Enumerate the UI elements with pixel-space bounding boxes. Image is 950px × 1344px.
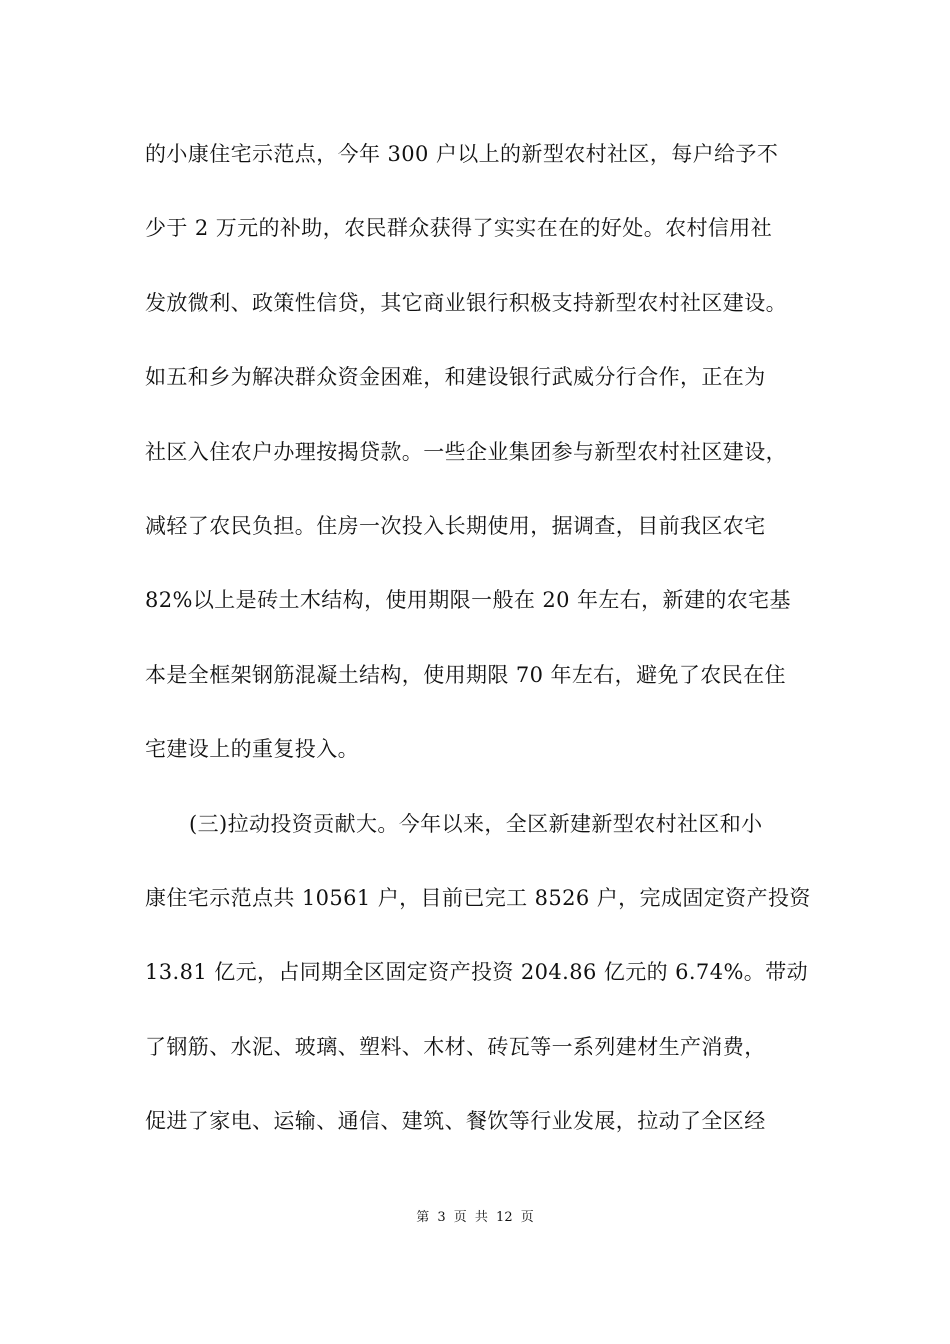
paragraph-line: 减轻了农民负担。住房一次投入长期使用，据调查，目前我区农宅 xyxy=(145,513,766,538)
paragraph-line: 促进了家电、运输、通信、建筑、餐饮等行业发展，拉动了全区经 xyxy=(145,1109,766,1134)
paragraph-line: 82%以上是砖土木结构，使用期限一般在 20 年左右，新建的农宅基 xyxy=(145,588,791,613)
body-text xyxy=(145,129,825,1170)
paragraph-line: 本是全框架钢筋混凝土结构，使用期限 70 年左右，避免了农民在住 xyxy=(145,662,786,687)
page-number-label: 第 3 页 共 12 页 xyxy=(416,1210,534,1225)
paragraph-line: 如五和乡为解决群众资金困难，和建设银行武威分行合作，正在为 xyxy=(145,365,766,390)
paragraph-line: 的小康住宅示范点，今年 300 户以上的新型农村社区，每户给予不 xyxy=(145,142,779,166)
paragraph-line: 康住宅示范点共 10561 户，目前已完工 8526 户，完成固定资产投资 xyxy=(145,885,811,910)
paragraph-line-indented: (三)拉动投资贡献大。今年以来，全区新建新型农村社区和小 xyxy=(189,811,763,836)
paragraph-line: 了钢筋、水泥、玻璃、塑料、木材、砖瓦等一系列建材生产消费， xyxy=(145,1034,766,1059)
paragraph-line: 少于 2 万元的补助，农民群众获得了实实在在的好处。农村信用社 xyxy=(145,216,773,241)
paragraph-line: 社区入住农户办理按揭贷款。一些企业集团参与新型农村社区建设， xyxy=(145,439,787,464)
paragraph-line: 13.81 亿元，占同期全区固定资产投资 204.86 亿元的 6.74%。带动 xyxy=(145,960,809,985)
paragraph-line: 宅建设上的重复投入。 xyxy=(145,737,359,762)
paragraph-line: 发放微利、政策性信贷，其它商业银行积极支持新型农村社区建设。 xyxy=(145,290,787,315)
page-footer xyxy=(0,1206,950,1225)
